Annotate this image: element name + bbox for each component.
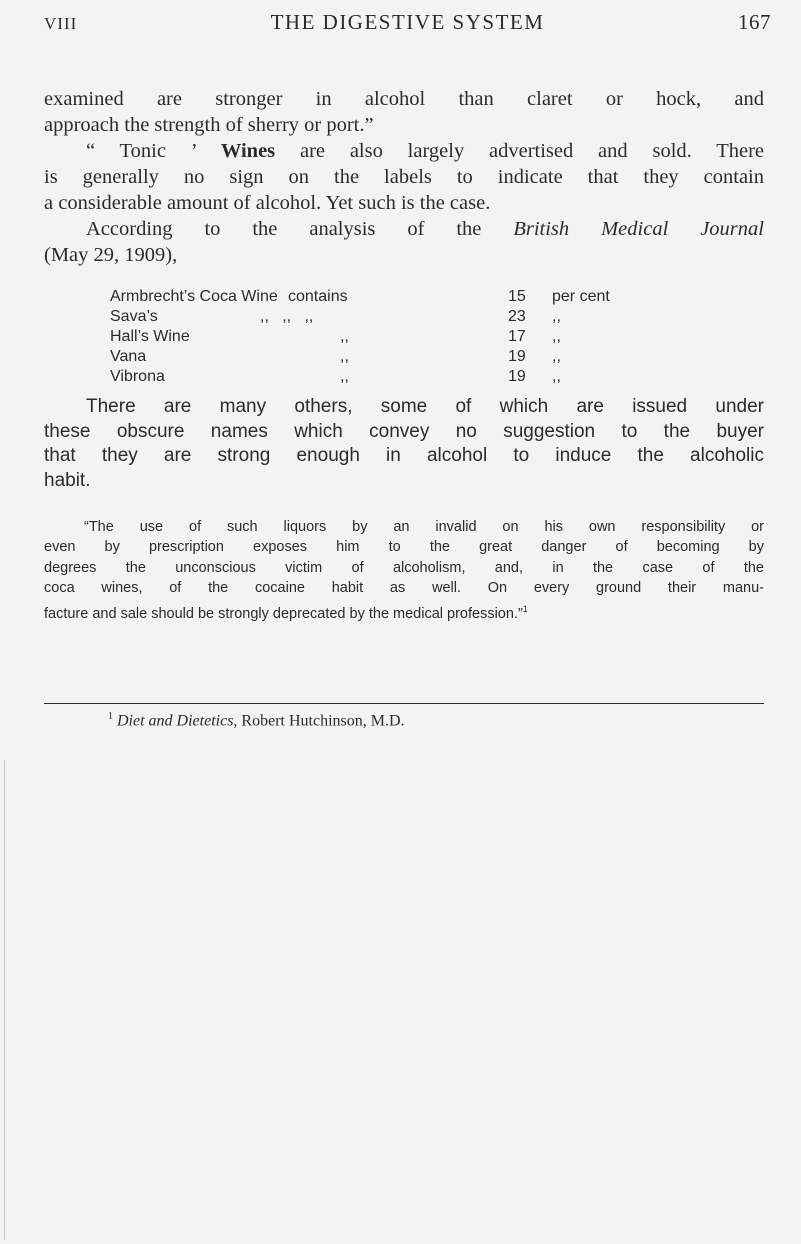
wine-percent: 19 (508, 348, 526, 365)
paragraph-tonic-wines (44, 86, 764, 268)
para1-line7: (May 29, 1909), (44, 244, 178, 266)
quotation-block (44, 517, 764, 624)
running-head (44, 10, 771, 40)
journal-title: British Medical Journal (513, 218, 764, 240)
para1-line3 (44, 138, 764, 164)
wine-unit: ,, (552, 368, 561, 385)
para2-line4: habit. (44, 469, 91, 491)
para1-line5: a considerable amount of alcohol. Yet such is the case. (44, 192, 491, 214)
para1-line6 (44, 216, 764, 242)
wine-alcohol-table (110, 287, 610, 387)
para1-line4: is generally no sign on the labels to indicate that they contain (44, 166, 764, 188)
para2-line3: that they are strong enough in alcohol to induce the alcoholic (44, 445, 764, 466)
page-number: 167 (738, 10, 771, 34)
wine-name: Armbrecht’s Coca Wine (110, 288, 278, 305)
table-row (110, 307, 610, 327)
quote-line3: degrees the unconscious victim of alcoholism, and, in the case of the (44, 559, 764, 576)
para1-line3-rest: are also largely advertised and sold. There (275, 140, 764, 162)
wine-verb: ,, (340, 328, 349, 345)
wine-name: Sava’s (110, 308, 158, 325)
wines-bold: Wines (220, 140, 276, 162)
table-row (110, 347, 610, 367)
table-row (110, 327, 610, 347)
quote-line2: even by prescription exposes him to the great danger of becoming by (44, 539, 764, 556)
wine-percent: 23 (508, 308, 526, 325)
para1-line6-start: According to the analysis of the (86, 218, 514, 240)
wine-name: Vibrona (110, 368, 165, 385)
para2-line2: these obscure names which convey no suggestion to the buyer (44, 420, 764, 442)
paragraph-obscure-names (44, 395, 764, 493)
wine-unit: ,, (552, 328, 561, 345)
wine-verb: ,, (340, 348, 349, 365)
wine-percent: 17 (508, 328, 526, 345)
page-edge-line (4, 760, 5, 1240)
wine-unit: ,, (552, 348, 561, 365)
para1-line1: examined are stronger in alcohol than claret or hock, and (44, 88, 764, 110)
wine-name: Vana (110, 348, 147, 365)
running-title: THE DIGESTIVE SYSTEM (270, 10, 545, 34)
table-row (110, 367, 610, 387)
chapter-number: VIII (44, 14, 78, 33)
footnote-author: , Robert Hutchinson, M.D. (233, 712, 405, 730)
quote-line5 (44, 599, 764, 624)
wine-percent: 15 (508, 288, 526, 305)
para2-line1: There are many others, some of which are issued under (86, 396, 764, 417)
wine-verb: contains (288, 288, 348, 305)
wine-verb: ,, (340, 368, 349, 385)
quote-line1: “The use of such liquors by an invalid on his own responsibility or (84, 519, 764, 535)
footnote-mark: 1 (108, 711, 113, 722)
quote-line4: coca wines, of the cocaine habit as well. On every ground their manu- (44, 580, 764, 597)
wine-percent: 19 (508, 368, 526, 385)
tonic-quote: “ Tonic ’ (86, 140, 197, 162)
quote-line5-text: facture and sale should be strongly deprecated by the medical profession.” (44, 605, 523, 622)
wine-unit: ,, (552, 308, 561, 325)
footnote-reference: 1 (522, 603, 528, 614)
footnote-rule (44, 703, 764, 704)
para1-line2: approach the strength of sherry or port.” (44, 114, 374, 136)
footnote-book-title: Diet and Dietetics (117, 712, 234, 730)
table-row (110, 287, 610, 307)
wine-name: Hall’s Wine (110, 328, 190, 345)
footnote (108, 706, 405, 732)
wine-unit: per cent (552, 288, 610, 305)
wine-verb: ,, ,, ,, (260, 308, 314, 325)
